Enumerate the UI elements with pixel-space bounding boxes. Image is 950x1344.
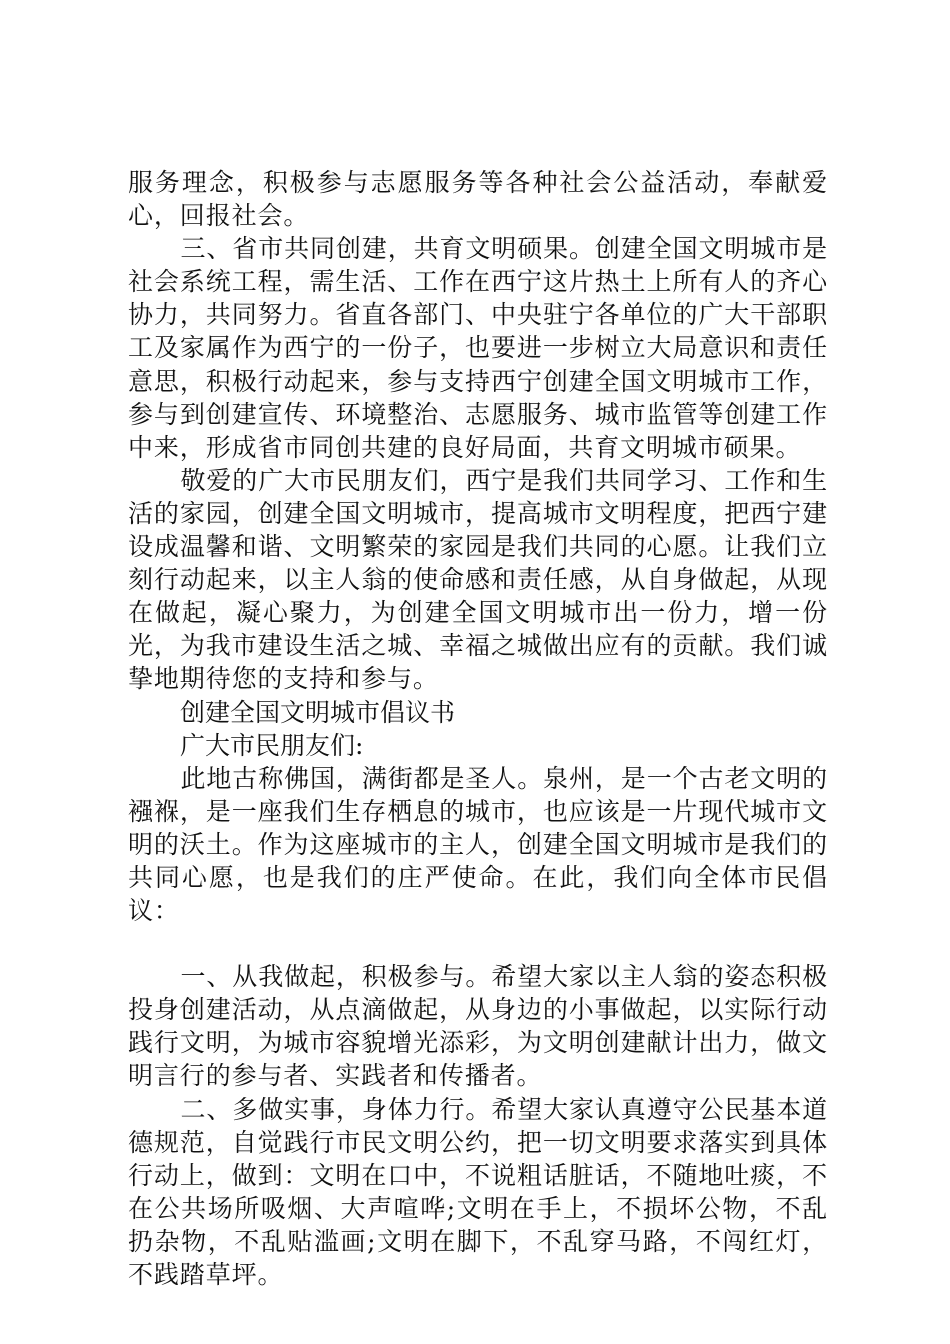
paragraph-section-three: 三、省市共同创建，共育文明硕果。创建全国文明城市是社会系统工程，需生活、工作在西宁这片热土上所有人的齐心协力，共同努力。省直各部门、中央驻宁各单位的广大干部职工及家属作为西宁的一份子，也要进一步树立大局意识和责任意思，积极行动起来，参与支持西宁创建全国文明城市工作，参与到创建宣传、环境整治、志愿服务、城市监管等创建工作中来，形成省市同创共建的良好局面，共育文明城市硕果。 xyxy=(128,234,829,462)
paragraph-intro: 此地古称佛国，满街都是圣人。泉州，是一个古老文明的襁褓，是一座我们生存栖息的城市，也应该是一片现代城市文明的沃土。作为这座城市的主人，创建全国文明城市是我们的共同心愿，也是我们的庄严使命。在此，我们向全体市民倡议： xyxy=(128,763,829,926)
blank-line xyxy=(128,927,828,960)
salutation: 广大市民朋友们: xyxy=(180,730,364,760)
paragraph-appeal: 敬爱的广大市民朋友们，西宁是我们共同学习、工作和生活的家园，创建全国文明城市，提高城市文明程度，把西宁建设成温馨和谐、文明繁荣的家园是我们共同的心愿。让我们立刻行动起来，以主人翁的使命感和责任感，从自身做起，从现在做起，凝心聚力，为创建全国文明城市出一份力，增一份光，为我市建设生活之城、幸福之城做出应有的贡献。我们诚挚地期待您的支持和参与。 xyxy=(128,465,829,694)
paragraph-continuation: 服务理念，积极参与志愿服务等各种社会公益活动，奉献爱心，回报社会。 xyxy=(128,168,828,231)
proposal-title: 创建全国文明城市倡议书 xyxy=(180,697,456,727)
document-body xyxy=(128,166,828,1291)
paragraph-item-one: 一、从我做起，积极参与。希望大家以主人翁的姿态积极投身创建活动，从点滴做起，从身边的小事做起，以实际行动践行文明，为城市容貌增光添彩，为文明创建献计出力，做文明言行的参与者、实践者和传播者。 xyxy=(128,962,829,1091)
paragraph-item-two: 二、多做实事，身体力行。希望大家认真遵守公民基本道德规范，自觉践行市民文明公约，把一切文明要求落实到具体行动上，做到：文明在口中，不说粗话脏话，不随地吐痰，不在公共场所吸烟、大声喧哗;文明在手上，不损坏公物，不乱扔杂物，不乱贴滥画;文明在脚下，不乱穿马路，不闯红灯，不践踏草坪。 xyxy=(128,1094,829,1289)
